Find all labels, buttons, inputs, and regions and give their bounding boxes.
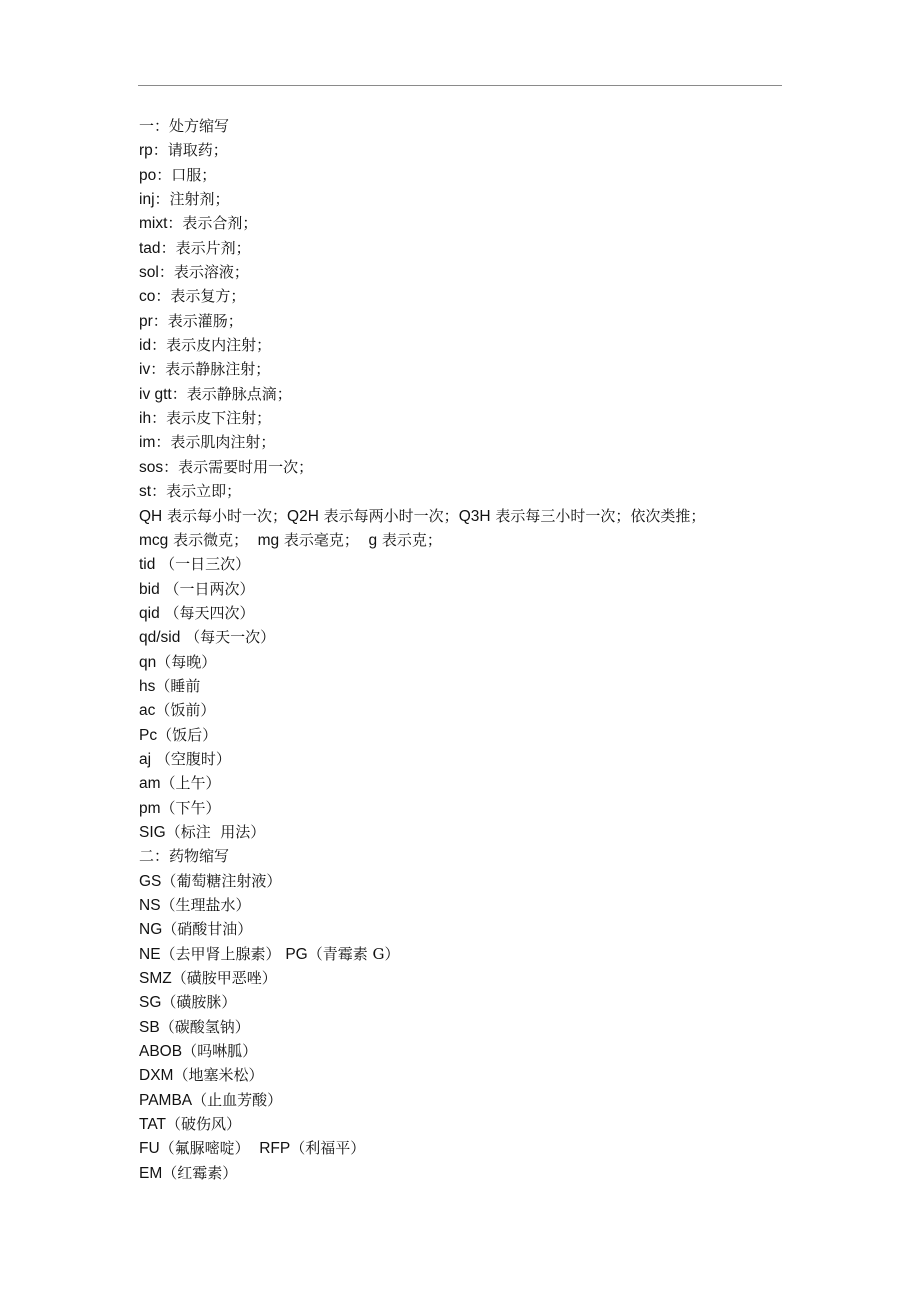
list-item-units: mcg 表示微克； mg 表示毫克； g 表示克；: [139, 530, 442, 549]
section-title-prescription: 一：处方缩写: [139, 117, 230, 135]
list-item: pr：表示灌肠；: [139, 311, 243, 330]
list-item: bid （一日两次）: [139, 579, 255, 598]
list-item: st：表示立即；: [139, 482, 242, 501]
list-item: id：表示皮内注射；: [139, 336, 272, 355]
list-item: ABOB（吗啉胍）: [139, 1042, 258, 1061]
list-item: FU（氟脲嘧啶） RFP（利福平）: [139, 1139, 366, 1158]
list-item: SB（碳酸氢钠）: [139, 1017, 250, 1036]
list-item: am（上午）: [139, 774, 221, 793]
list-item: hs（睡前: [139, 676, 201, 695]
list-item: TAT（破伤风）: [139, 1115, 241, 1134]
list-item: DXM（地塞米松）: [139, 1066, 264, 1085]
list-item: inj：注射剂；: [139, 190, 230, 209]
list-item: Pc（饭后）: [139, 725, 218, 744]
list-item: SMZ（磺胺甲恶唑）: [139, 969, 277, 988]
list-item: SIG（标注 用法）: [139, 822, 266, 841]
list-item: mixt：表示合剂；: [139, 214, 258, 233]
list-item: co：表示复方；: [139, 287, 246, 306]
list-item: NS（生理盐水）: [139, 896, 251, 914]
list-item: NG（硝酸甘油）: [139, 920, 253, 939]
list-item: qn（每晚）: [139, 652, 217, 671]
list-item: qid （每天四次）: [139, 603, 255, 622]
list-item: aj （空腹时）: [139, 749, 231, 768]
list-item: ac（饭前）: [139, 701, 216, 720]
list-item: po：口服；: [139, 165, 217, 184]
list-item: NE（去甲肾上腺素） PG（青霉素 G）: [139, 944, 400, 963]
list-item: sol：表示溶液；: [139, 263, 249, 282]
list-item: PAMBA（止血芳酸）: [139, 1090, 283, 1109]
list-item: EM（红霉素）: [139, 1163, 238, 1182]
list-item: tid （一日三次）: [139, 555, 251, 574]
section-title-drugs: 二：药物缩写: [139, 847, 230, 866]
list-item: GS（葡萄糖注射液）: [139, 871, 282, 890]
list-item: im：表示肌肉注射；: [139, 433, 276, 452]
list-item: SG（磺胺脒）: [139, 993, 237, 1012]
list-item: qd/sid （每天一次）: [139, 628, 276, 647]
list-item: sos：表示需要时用一次；: [139, 457, 314, 476]
list-item: iv：表示静脉注射；: [139, 360, 271, 379]
list-item: ih：表示皮下注射；: [139, 409, 272, 428]
document-body: [139, 114, 789, 1185]
list-item: rp：请取药；: [139, 141, 228, 160]
header-rule: [138, 85, 782, 86]
list-item: pm（下午）: [139, 798, 221, 817]
list-item-hourly-frequency: QH 表示每小时一次；Q2H 表示每两小时一次；Q3H 表示每三小时一次；依次类推；: [139, 506, 706, 525]
list-item: tad：表示片剂；: [139, 238, 251, 257]
list-item: iv gtt：表示静脉点滴；: [139, 384, 292, 403]
